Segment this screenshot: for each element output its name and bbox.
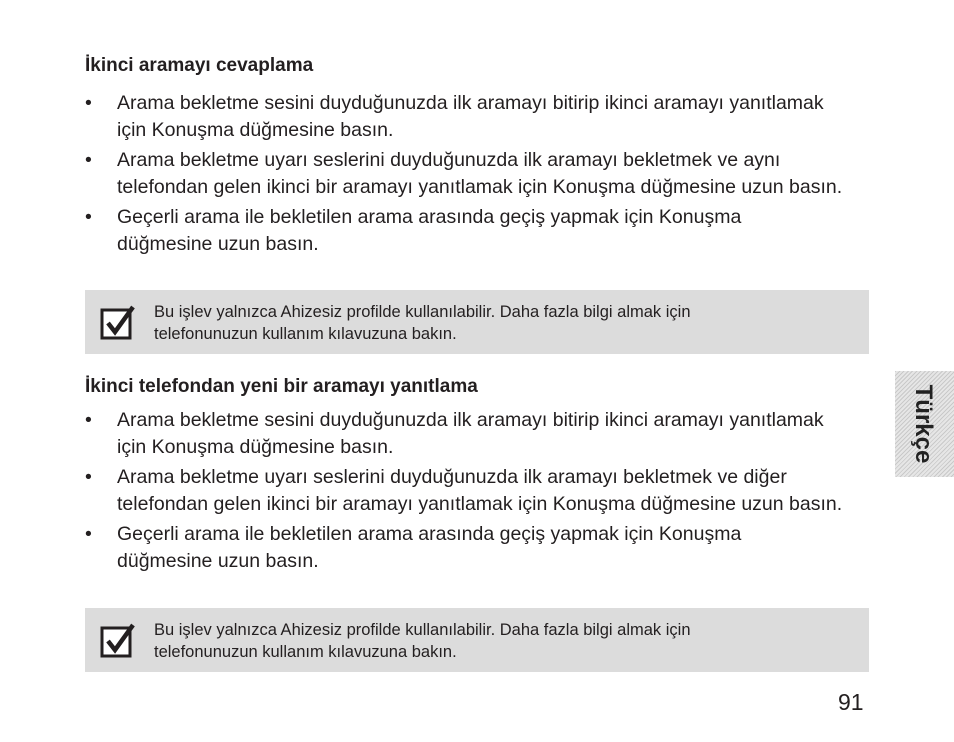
bullet-marker: • (85, 409, 92, 431)
bullet-marker: • (85, 523, 92, 545)
language-tab-label: Türkçe (910, 384, 937, 464)
bullet-marker: • (85, 466, 92, 488)
section-heading: İkinci telefondan yeni bir aramayı yanıtlama (85, 376, 478, 397)
list-item-text: Geçerli arama ile bekletilen arama arasında geçiş yapmak için Konuşma düğmesine uzun basın. (117, 206, 742, 255)
list-item-text: Geçerli arama ile bekletilen arama arasında geçiş yapmak için Konuşma düğmesine uzun basın. (117, 523, 742, 572)
note-text: Bu işlev yalnızca Ahizesiz profilde kullanılabilir. Daha fazla bilgi almak için telefonunuzun kullanım kılavuzuna bakın. (154, 303, 691, 343)
bullet-list (85, 407, 865, 578)
list-item (85, 204, 837, 258)
note-text: Bu işlev yalnızca Ahizesiz profilde kullanılabilir. Daha fazla bilgi almak için telefonunuzun kullanım kılavuzuna bakın. (154, 621, 691, 661)
bullet-marker: • (85, 149, 92, 171)
list-item-text: Arama bekletme uyarı seslerini duyduğunuzda ilk aramayı bekletmek ve diğer telefondan gelen ikinci bir aramayı yanıtlamak için Konuşma düğmesine uzun basın. (117, 466, 843, 515)
list-item-text: Arama bekletme uyarı seslerini duyduğunuzda ilk aramayı bekletmek ve aynı telefondan gelen ikinci bir aramayı yanıtlamak için Konuşma düğmesine uzun basın. (117, 149, 843, 198)
list-item-text: Arama bekletme sesini duyduğunuzda ilk aramayı bitirip ikinci aramayı yanıtlamak için Konuşma düğmesine basın. (117, 92, 824, 141)
bullet-marker: • (85, 206, 92, 228)
checkbox-check-icon (100, 622, 136, 658)
note-box (85, 608, 869, 672)
section-heading: İkinci aramayı cevaplama (85, 55, 314, 76)
list-item (85, 407, 837, 461)
note-box (85, 290, 869, 354)
list-item (85, 90, 837, 144)
list-item (85, 521, 837, 575)
checkbox-check-icon (100, 304, 136, 340)
list-item-text: Arama bekletme sesini duyduğunuzda ilk aramayı bitirip ikinci aramayı yanıtlamak için Konuşma düğmesine basın. (117, 409, 824, 458)
bullet-list (85, 90, 865, 261)
language-tab (895, 371, 954, 477)
bullet-marker: • (85, 92, 92, 114)
list-item (85, 464, 865, 518)
page-number: 91 (838, 689, 864, 715)
list-item (85, 147, 865, 201)
